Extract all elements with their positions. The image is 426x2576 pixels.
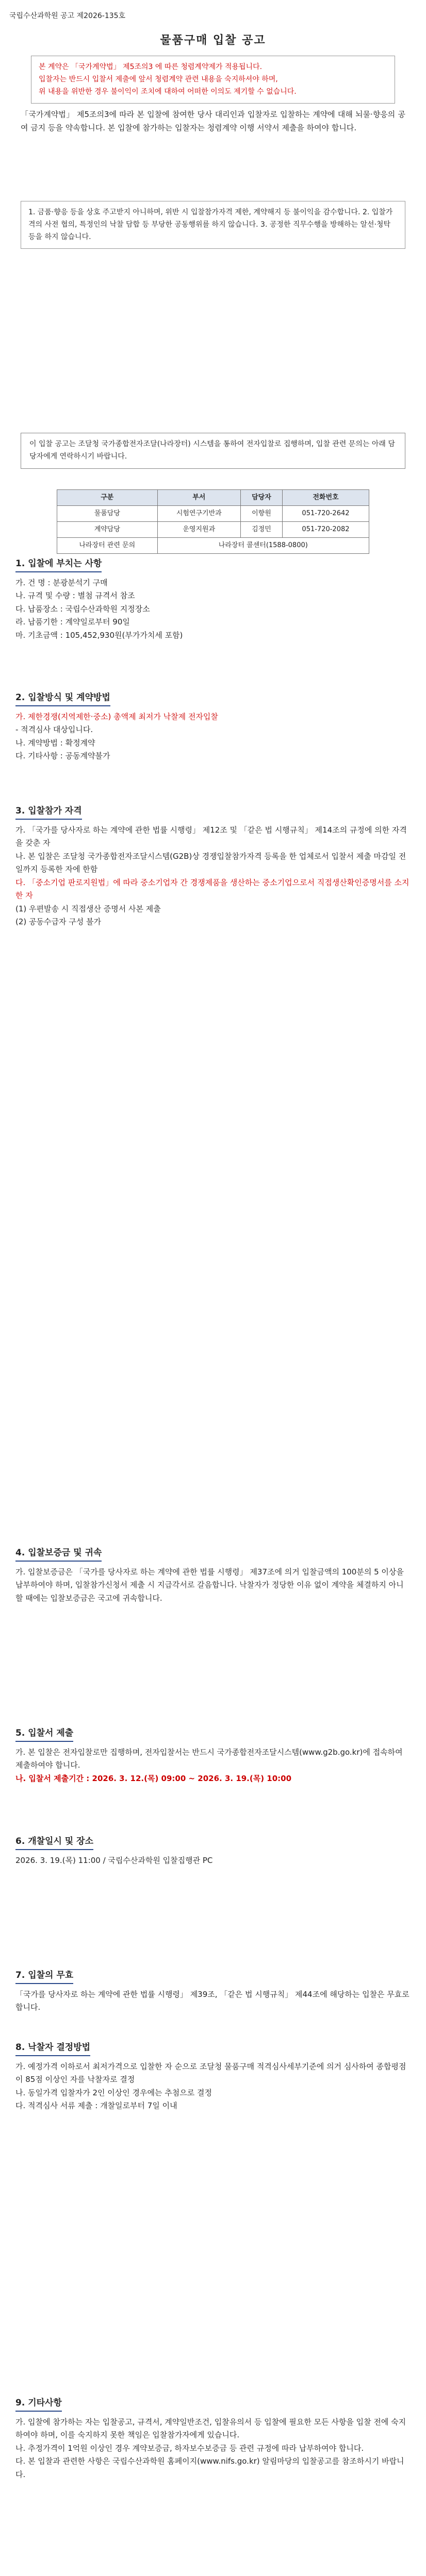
contact-intro-box: 이 입찰 공고는 조달청 국가종합전자조달(나라장터) 시스템을 통하여 전자입찰로 집행하며, 입찰 관련 문의는 아래 담당자에게 연락하시기 바랍니다. [21,433,405,469]
section-eligibility [15,804,411,929]
list-item: 가. 입찰에 참가하는 자는 입찰공고, 규격서, 계약일반조건, 입찰유의서 등 입찰에 필요한 모든 사항을 입찰 전에 숙지하여야 하며, 이를 숙지하지 못한 책임은 입찰참가자에게 있습니다. [15,2417,406,2440]
list-item: 다. 기타사항 : 공동계약불가 [15,751,110,761]
list-item: 가. 예정가격 이하로서 최저가격으로 입찰한 자 순으로 조달청 물품구매 적격심사세부기준에 의거 심사하여 종합평점이 85점 이상인 자를 낙찰자로 결정 [15,2061,406,2084]
list-item: 마. 기초금액 : 105,452,930원(부가가치세 포함) [15,630,183,640]
list-item: 다. 「중소기업 판로지원법」에 따라 중소기업자 간 경쟁제품을 생산하는 중소기업으로서 직접생산확인증명서를 소지한 자 [15,877,409,901]
list-item: 나. 규격 및 수량 : 별첨 규격서 참조 [15,591,135,601]
list-item: 나. 계약방법 : 확정계약 [15,738,95,748]
section-submission [15,1726,411,1785]
section-title: 2. 입찰방식 및 계약방법 [15,690,110,706]
table-header-cell: 담당자 [240,490,282,506]
table-cell: 나라장터 관련 문의 [57,538,158,554]
notice-line: 입찰자는 반드시 입찰서 제출에 앞서 청렴계약 관련 내용을 숙지하셔야 하며, [39,75,278,83]
notice-line: 위 내용을 위반한 경우 불이익이 조치에 대하여 어떠한 이의도 제기할 수 없습니다. [39,87,297,96]
table-row [57,538,369,554]
list-item: 가. 제한경쟁(지역제한·중소) 총액제 최저가 낙찰제 전자입찰 [15,711,218,721]
section-title: 8. 낙찰자 결정방법 [15,2040,90,2056]
table-cell: 김정민 [240,522,282,538]
section-method [15,690,411,763]
section-deposit [15,1546,411,1605]
list-item: (2) 공동수급자 구성 불가 [15,917,101,927]
section-items [15,556,411,642]
table-cell: 051-720-2642 [282,506,369,522]
list-item: 나. 추정가격이 1억원 이상인 경우 계약보증금, 하자보수보증금 등 관련 규정에 따라 납부하여야 합니다. [15,2443,364,2453]
section-title: 1. 입찰에 부치는 사항 [15,556,102,572]
list-item: 가. 「국가를 당사자로 하는 계약에 관한 법률 시행령」 제12조 및 「같은 법 시행규칙」 제14조의 규정에 의한 자격을 갖춘 자 [15,825,407,848]
section-title: 9. 기타사항 [15,2396,62,2412]
table-cell: 운영지원과 [157,522,240,538]
section-text: 가. 본 입찰은 전자입찰로만 집행하며, 전자입찰서는 반드시 국가종합전자조달시스템(www.g2b.go.kr)에 접속하여 제출하여야 합니다. [15,1747,403,1770]
table-header-cell: 전화번호 [282,490,369,506]
list-item: 다. 본 입찰과 관련한 사항은 국립수산과학원 홈페이지(www.nifs.go.kr) 알림마당의 입찰공고를 참조하시기 바랍니다. [15,2456,404,2479]
table-header-row [57,490,369,506]
table-cell: 시험연구기반과 [157,506,240,522]
section-title: 3. 입찰참가 자격 [15,804,82,820]
list-item: 가. 건 명 : 분광분석기 구매 [15,578,108,587]
list-item: 라. 납품기한 : 계약일로부터 90일 [15,617,130,627]
table-cell: 이향원 [240,506,282,522]
list-item: 나. 본 입찰은 조달청 국가종합전자조달시스템(G2B)상 경쟁입찰참가자격 등록을 한 업체로서 입찰서 제출 마감일 전일까지 등록한 자에 한함 [15,851,406,874]
section-title: 6. 개찰일시 및 장소 [15,1834,93,1850]
document-number: 국립수산과학원 공고 제2026-135호 [9,12,126,20]
list-item: 다. 납품장소 : 국립수산과학원 지정장소 [15,604,150,614]
table-header-cell: 부서 [157,490,240,506]
section-title: 5. 입찰서 제출 [15,1726,73,1742]
deadline-text: 나. 입찰서 제출기간 : 2026. 3. 12.(목) 09:00 ~ 2026. 3. 19.(목) 10:00 [15,1773,292,1783]
integrity-pledge-box: 1. 금품·향응 등을 상호 주고받지 아니하며, 위반 시 입찰참가자격 제한, 계약해지 등 불이익을 감수합니다. 2. 입찰가격의 사전 협의, 특정인의 낙찰 담합 등 부당한 공동행위를 하지 않습니다. 3. 공정한 직무수행을 방해하는 알선·청탁 등을 하지 않습니다. [21,201,405,249]
table-cell: 물품담당 [57,506,158,522]
section-text: 가. 입찰보증금은 「국가를 당사자로 하는 계약에 관한 법률 시행령」 제37조에 의거 입찰금액의 100분의 5 이상을 납부하여야 하며, 입찰참가신청서 제출 시 지급각서로 갈음합니다. 낙찰자가 정당한 이유 없이 계약을 체결하지 아니할 때에는 입찰보증금은 국고에 귀속합니다. [15,1567,404,1603]
section-title: 4. 입찰보증금 및 귀속 [15,1546,102,1562]
section-title: 7. 입찰의 무효 [15,1968,73,1984]
section-text: 「국가를 당사자로 하는 계약에 관한 법률 시행령」 제39조, 「같은 법 시행규칙」 제44조에 해당하는 입찰은 무효로 합니다. [15,1989,409,2012]
list-item: (1) 우편발송 시 직접생산 증명서 사본 제출 [15,904,161,913]
section-invalid [15,1968,411,2014]
list-item: 다. 적격심사 서류 제출 : 개찰일로부터 7일 이내 [15,2101,177,2111]
table-cell: 051-720-2082 [282,522,369,538]
section-text: 2026. 3. 19.(목) 11:00 / 국립수산과학원 입찰집행관 PC [15,1855,213,1865]
section-misc [15,2396,411,2481]
integrity-notice-box [31,56,395,104]
table-cell: 계약담당 [57,522,158,538]
document-title: 물품구매 입찰 공고 [160,34,266,47]
intro-paragraph: 「국가계약법」 제5조의3에 따라 본 입찰에 참여한 당사 대리인과 입찰자로 입찰하는 계약에 대해 뇌물·향응의 공여 금지 등을 약속합니다. 본 입찰에 참가하는 입찰자는 청렴계약 이행 서약서 제출을 하여야 합니다. [21,110,405,132]
section-opening [15,1834,411,1867]
contact-table [57,489,369,554]
table-row [57,506,369,522]
list-item: - 적격심사 대상입니다. [15,725,93,735]
table-header-cell: 구분 [57,490,158,506]
table-cell: 나라장터 콜센터(1588-0800) [157,538,369,554]
list-item: 나. 동일가격 입찰자가 2인 이상인 경우에는 추첨으로 결정 [15,2088,212,2097]
table-row [57,522,369,538]
section-award [15,2040,411,2113]
notice-line: 본 계약은 「국가계약법」 제5조의3 에 따른 청렴계약제가 적용됩니다. [39,63,263,71]
